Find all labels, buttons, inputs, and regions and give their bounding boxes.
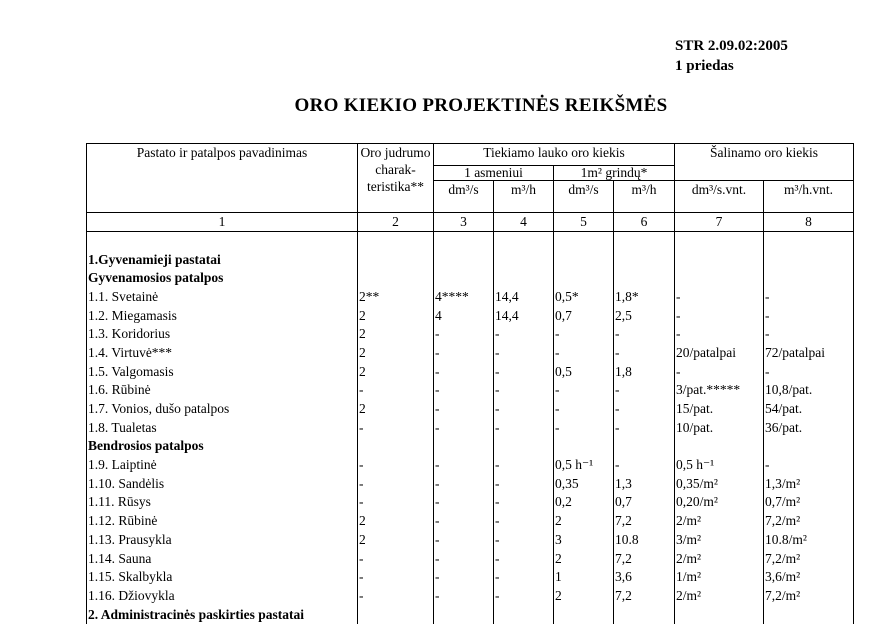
room-name: 1.Gyvenamieji pastatai [87,251,358,270]
table-row [87,232,854,251]
supply-per-floor-m3h: 1,8 [614,363,675,382]
exhaust-m3h: 7,2/m² [764,550,854,569]
supply-per-floor-dm3s: - [554,400,614,419]
room-name [87,232,358,251]
air-mobility: - [358,381,434,400]
supply-per-person-m3h [494,269,554,288]
supply-per-person-m3h: - [494,587,554,606]
room-name: 1.4. Virtuvė*** [87,344,358,363]
supply-per-person-dm3s: 4 [434,307,494,326]
table-row [87,531,854,550]
table-section-row [87,437,854,456]
exhaust-dm3s: 0,20/m² [675,493,764,512]
supply-per-floor-dm3s: 2 [554,512,614,531]
exhaust-dm3s: - [675,325,764,344]
supply-per-floor-dm3s: 0,2 [554,493,614,512]
supply-per-floor-dm3s [554,269,614,288]
header-air-mobility [358,144,434,213]
supply-per-floor-dm3s: - [554,419,614,438]
air-mobility: - [358,493,434,512]
header-supplied-air: Tiekiamo lauko oro kiekis [434,144,675,166]
table-row [87,419,854,438]
standard-code: STR 2.09.02:2005 [675,38,788,54]
supply-per-floor-m3h: - [614,325,675,344]
room-name: 1.7. Vonios, dušo patalpos [87,400,358,419]
exhaust-dm3s: 15/pat. [675,400,764,419]
supply-per-floor-dm3s: - [554,381,614,400]
supply-per-floor-m3h: - [614,456,675,475]
room-name: Bendrosios patalpos [87,437,358,456]
air-mobility [358,251,434,270]
air-mobility: - [358,550,434,569]
column-number: 5 [554,213,614,232]
supply-per-person-dm3s: - [434,363,494,382]
supply-per-floor-m3h: 7,2 [614,550,675,569]
supply-per-floor-dm3s: 2 [554,587,614,606]
exhaust-dm3s: - [675,363,764,382]
table-row [87,307,854,326]
supply-per-person-dm3s: - [434,531,494,550]
supply-per-floor-dm3s: 2 [554,550,614,569]
table-section-row [87,251,854,270]
exhaust-m3h: 36/pat. [764,419,854,438]
exhaust-m3h: 7,2/m² [764,512,854,531]
exhaust-dm3s [675,437,764,456]
supply-per-person-m3h: - [494,456,554,475]
supply-per-person-m3h: 14,4 [494,288,554,307]
exhaust-m3h: 72/patalpai [764,344,854,363]
supply-per-floor-dm3s: 0,5* [554,288,614,307]
exhaust-m3h: 10.8/m² [764,531,854,550]
header-building-room: Pastato ir patalpos pavadinimas [87,144,358,213]
page-title-text: ORO KIEKIO PROJEKTINĖS REIKŠMĖS [294,95,668,116]
supply-per-floor-dm3s: 0,7 [554,307,614,326]
exhaust-m3h [764,269,854,288]
supply-per-floor-dm3s [554,251,614,270]
supply-per-person-dm3s: - [434,475,494,494]
unit-col5: dm³/s [554,181,614,213]
exhaust-m3h [764,232,854,251]
supply-per-floor-m3h [614,437,675,456]
table-row [87,400,854,419]
supply-per-person-dm3s [434,437,494,456]
room-name: 1.2. Miegamasis [87,307,358,326]
supply-per-floor-m3h [614,269,675,288]
air-mobility: 2 [358,400,434,419]
supply-per-floor-dm3s: 0,35 [554,475,614,494]
air-mobility: 2 [358,363,434,382]
supply-per-person-dm3s [434,232,494,251]
air-mobility: - [358,456,434,475]
supply-per-person-m3h: - [494,363,554,382]
supply-per-floor-m3h: - [614,344,675,363]
supply-per-person-m3h: - [494,531,554,550]
room-name: Gyvenamosios patalpos [87,269,358,288]
supply-per-person-dm3s: - [434,381,494,400]
supply-per-person-dm3s: - [434,568,494,587]
air-mobility: - [358,568,434,587]
exhaust-m3h: - [764,456,854,475]
supply-per-floor-dm3s [554,437,614,456]
air-mobility: 2 [358,325,434,344]
exhaust-dm3s: 0,35/m² [675,475,764,494]
column-number: 2 [358,213,434,232]
column-number: 8 [764,213,854,232]
column-number: 7 [675,213,764,232]
exhaust-dm3s: 3/pat.***** [675,381,764,400]
air-mobility: - [358,587,434,606]
table-row [87,475,854,494]
supply-per-floor-m3h: 1,8* [614,288,675,307]
exhaust-dm3s: 1/m² [675,568,764,587]
air-mobility: 2 [358,307,434,326]
supply-per-floor-dm3s: 3 [554,531,614,550]
supply-per-person-dm3s: - [434,419,494,438]
supply-per-person-dm3s: - [434,325,494,344]
exhaust-m3h: 0,7/m² [764,493,854,512]
supply-per-floor-m3h: - [614,419,675,438]
air-mobility: 2 [358,512,434,531]
table-row [87,325,854,344]
table-section-row [87,269,854,288]
exhaust-m3h: - [764,325,854,344]
table-row [87,288,854,307]
supply-per-person-dm3s: - [434,400,494,419]
supply-per-person-m3h: - [494,550,554,569]
supply-per-person-m3h: 14,4 [494,307,554,326]
header-exhaust-air: Šalinamo oro kiekis [675,144,854,181]
table-row [87,363,854,382]
room-name: 1.12. Rūbinė [87,512,358,531]
room-name: 1.5. Valgomasis [87,363,358,382]
exhaust-m3h: 3,6/m² [764,568,854,587]
unit-col8: m³/h.vnt. [764,181,854,213]
room-name: 1.11. Rūsys [87,493,358,512]
air-mobility: - [358,419,434,438]
air-mobility: 2** [358,288,434,307]
header-air-mobility-text: Oro judrumo charak-teristika** [360,145,431,194]
exhaust-dm3s [675,232,764,251]
header-per-floor: 1m² grindų* [554,166,675,181]
supply-per-person-dm3s [434,269,494,288]
air-mobility: 2 [358,344,434,363]
supply-per-person-dm3s: - [434,512,494,531]
supply-per-person-dm3s: - [434,587,494,606]
header-per-person: 1 asmeniui [434,166,554,181]
room-name: 1.3. Koridorius [87,325,358,344]
supply-per-floor-m3h: 3,6 [614,568,675,587]
supply-per-person-m3h: - [494,493,554,512]
exhaust-m3h: 7,2/m² [764,587,854,606]
exhaust-dm3s: 10/pat. [675,419,764,438]
supply-per-person-m3h [494,251,554,270]
unit-col7: dm³/s.vnt. [675,181,764,213]
room-name: 1.15. Skalbykla [87,568,358,587]
table-row [87,344,854,363]
supply-per-person-m3h: - [494,400,554,419]
exhaust-dm3s: 3/m² [675,531,764,550]
exhaust-dm3s: 2/m² [675,550,764,569]
air-mobility [358,269,434,288]
supply-per-floor-m3h: 2,5 [614,307,675,326]
supply-per-person-m3h: - [494,381,554,400]
column-number: 1 [87,213,358,232]
supply-per-person-m3h: - [494,419,554,438]
unit-col4: m³/h [494,181,554,213]
table-row [87,456,854,475]
supply-per-person-m3h [494,232,554,251]
supply-per-floor-m3h [614,232,675,251]
supply-per-floor-m3h: - [614,381,675,400]
exhaust-m3h: - [764,307,854,326]
supply-per-person-dm3s: - [434,550,494,569]
room-name: 1.16. Džiovykla [87,587,358,606]
air-mobility [358,232,434,251]
exhaust-dm3s: 0,5 h⁻¹ [675,456,764,475]
room-name: 1.14. Sauna [87,550,358,569]
document-header [675,36,788,76]
supply-per-person-dm3s: 4**** [434,288,494,307]
supply-per-person-m3h: - [494,475,554,494]
exhaust-m3h: - [764,288,854,307]
exhaust-m3h: 54/pat. [764,400,854,419]
supply-per-person-m3h: - [494,512,554,531]
supply-per-floor-m3h: 7,2 [614,587,675,606]
supply-per-person-dm3s [434,251,494,270]
supply-per-floor-m3h: 0,7 [614,493,675,512]
appendix-label: 1 priedas [675,58,734,74]
supply-per-floor-dm3s: - [554,325,614,344]
room-name: 1.10. Sandėlis [87,475,358,494]
supply-per-person-m3h: - [494,325,554,344]
exhaust-dm3s [675,269,764,288]
table-row [87,512,854,531]
exhaust-dm3s: 2/m² [675,587,764,606]
table-header-row [87,144,854,166]
column-number: 3 [434,213,494,232]
table-row [87,493,854,512]
supply-per-person-dm3s: - [434,344,494,363]
supply-per-floor-dm3s: 0,5 [554,363,614,382]
column-number-row [87,213,854,232]
unit-col3: dm³/s [434,181,494,213]
supply-per-person-dm3s: - [434,493,494,512]
supply-per-floor-dm3s [554,232,614,251]
supply-per-person-m3h: - [494,344,554,363]
exhaust-m3h: 1,3/m² [764,475,854,494]
room-name: 1.9. Laiptinė [87,456,358,475]
supply-per-floor-m3h: 10.8 [614,531,675,550]
room-name: 1.13. Prausykla [87,531,358,550]
exhaust-dm3s: 2/m² [675,512,764,531]
supply-per-person-m3h: - [494,568,554,587]
exhaust-dm3s: - [675,307,764,326]
table-row [87,381,854,400]
room-name: 1.8. Tualetas [87,419,358,438]
exhaust-m3h: - [764,363,854,382]
exhaust-dm3s [675,251,764,270]
exhaust-dm3s: - [675,288,764,307]
exhaust-dm3s: 20/patalpai [675,344,764,363]
room-name: 1.1. Svetainė [87,288,358,307]
supply-per-floor-dm3s: - [554,344,614,363]
exhaust-m3h: 10,8/pat. [764,381,854,400]
supply-per-floor-m3h: - [614,400,675,419]
air-quantity-table [86,143,854,624]
exhaust-m3h [764,251,854,270]
table-row [87,587,854,606]
supply-per-person-dm3s: - [434,456,494,475]
supply-per-floor-m3h: 1,3 [614,475,675,494]
air-mobility: 2 [358,531,434,550]
unit-col6: m³/h [614,181,675,213]
supply-per-floor-m3h [614,251,675,270]
table-row [87,568,854,587]
air-mobility [358,437,434,456]
supply-per-floor-dm3s: 1 [554,568,614,587]
column-number: 6 [614,213,675,232]
supply-per-floor-m3h: 7,2 [614,512,675,531]
supply-per-floor-dm3s: 0,5 h⁻¹ [554,456,614,475]
page-title [0,95,880,117]
room-name: 1.6. Rūbinė [87,381,358,400]
supply-per-person-m3h [494,437,554,456]
room-name: 2. Administracinės paskirties pastatai [87,606,358,624]
column-number: 4 [494,213,554,232]
table-row [87,550,854,569]
exhaust-m3h [764,437,854,456]
air-mobility: - [358,475,434,494]
